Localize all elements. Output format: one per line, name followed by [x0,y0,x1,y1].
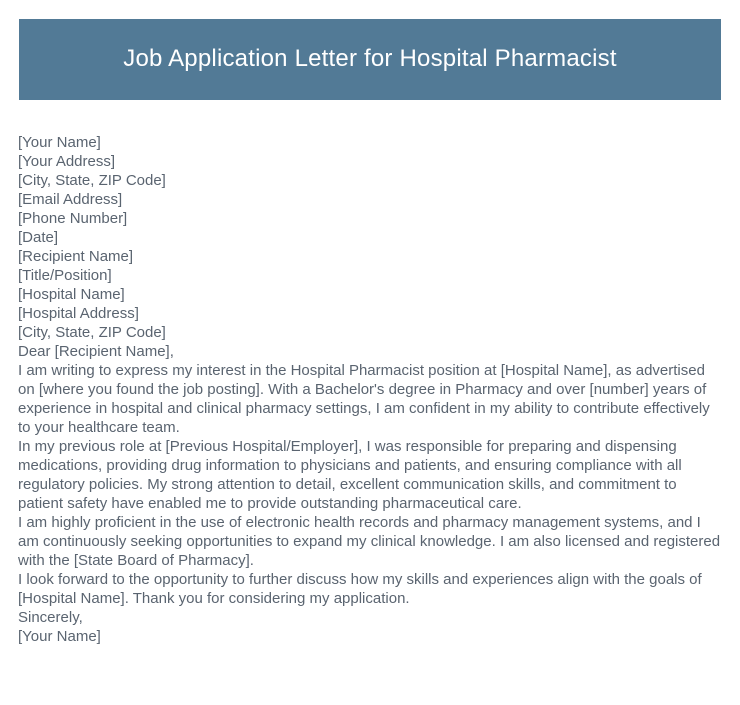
sender-line-city: [City, State, ZIP Code] [18,172,166,189]
sender-address-block [18,133,722,247]
recipient-line-hospital: [Hospital Name] [18,286,125,303]
letter-paragraphs [18,361,722,608]
letter-paragraph-intro: I am writing to express my interest in the Hospital Pharmacist position at [Hospital Name], as advertised on [where you found the job posting]. With a Bachelor's degree in Pharmacy and over [number] years of experience in hospital and clinical pharmacy settings, I am confident in my ability to contribute effectively to your healthcare team. [18,362,710,436]
closing-signature-name: [Your Name] [18,628,101,645]
letter-body [0,100,740,646]
letter-paragraph-closing-note: I look forward to the opportunity to further discuss how my skills and experiences align with the goals of [Hospital Name]. Thank you for considering my application. [18,571,702,607]
sender-line-name: [Your Name] [18,134,101,151]
recipient-line-title: [Title/Position] [18,267,112,284]
sender-line-email: [Email Address] [18,191,123,208]
sender-line-phone: [Phone Number] [18,210,128,227]
document-header-banner [19,19,721,100]
recipient-line-address: [Hospital Address] [18,305,139,322]
letter-paragraph-skills: I am highly proficient in the use of electronic health records and pharmacy management systems, and I am continuously seeking opportunities to expand my clinical knowledge. I am also licensed and registered with the [State Board of Pharmacy]. [18,514,721,569]
salutation-block [18,342,722,361]
recipient-address-block [18,247,722,342]
recipient-line-city: [City, State, ZIP Code] [18,324,166,341]
closing-block [18,608,722,646]
recipient-line-name: [Recipient Name] [18,248,134,265]
letter-document [0,19,740,705]
sender-line-address: [Your Address] [18,153,116,170]
sender-line-date: [Date] [18,229,59,246]
salutation-line: Dear [Recipient Name], [18,343,174,360]
page-title: Job Application Letter for Hospital Pharmacist [123,45,617,73]
closing-valediction: Sincerely, [18,609,83,626]
letter-paragraph-experience: In my previous role at [Previous Hospital/Employer], I was responsible for preparing and dispensing medications, providing drug information to physicians and patients, and ensuring compliance with all regulatory policies. My strong attention to detail, excellent communication skills, and commitment to patient safety have enabled me to provide outstanding pharmaceutical care. [18,438,682,512]
